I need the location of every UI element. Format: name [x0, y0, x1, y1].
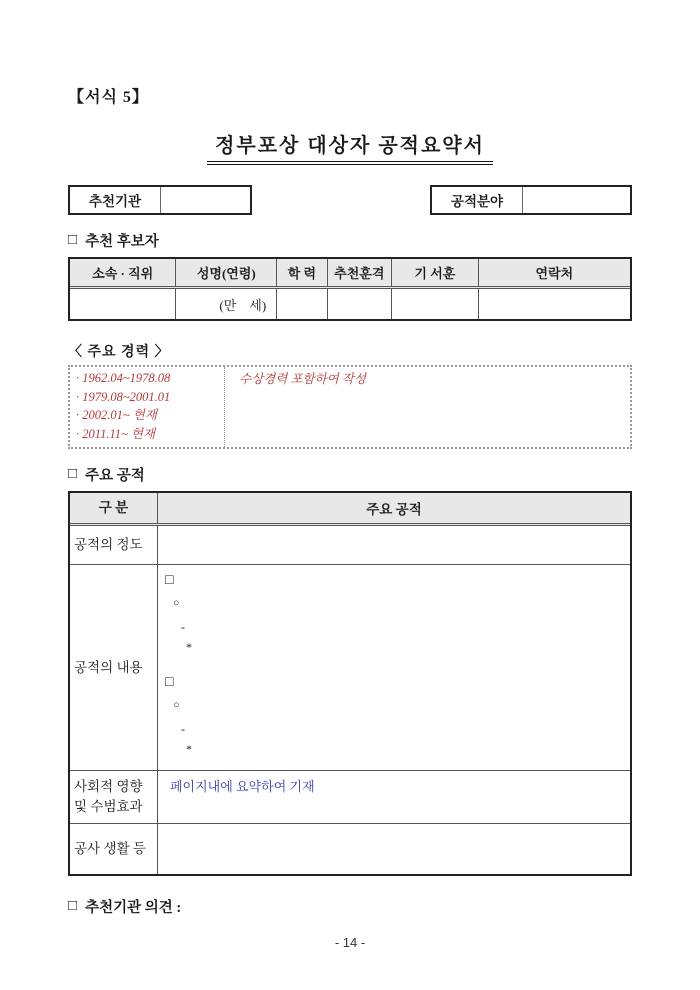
career-entry: · 2011.11~ 현재 [76, 426, 156, 441]
col-affiliation-header: 소속 · 직위 [70, 259, 176, 286]
career-entry: · 1979.08~2001.01 [76, 389, 171, 404]
merit-heading-text: 주요 공적 [85, 468, 145, 484]
circle-bullet-glyph: ○ [173, 598, 180, 609]
opinion-section-heading [68, 896, 632, 917]
career-note-column [225, 367, 630, 447]
col-prior-decoration-header: 기 서훈 [392, 259, 479, 286]
candidate-heading-text: 추천 후보자 [85, 234, 159, 250]
dash-bullet-glyph: - [181, 620, 185, 634]
checkbox-square-glyph: □ [68, 898, 78, 914]
career-entry: · 2002.01~ 현재 [76, 408, 157, 422]
career-box [68, 365, 632, 449]
col-award-grade-header: 추천훈격 [328, 259, 392, 286]
merit-field-value-cell [523, 187, 630, 213]
recommending-org-value-cell [161, 187, 250, 213]
circle-bullet-glyph: ○ [173, 700, 180, 711]
merit-table-header-row [70, 493, 630, 526]
checkbox-square-glyph: □ [68, 232, 78, 248]
merit-degree-row [70, 526, 630, 565]
career-entries-column [70, 367, 225, 447]
content-bullet-scaffold [158, 565, 630, 795]
name-age-cell: (만 세) [176, 289, 277, 319]
candidate-table [68, 257, 632, 321]
star-bullet-glyph: * [186, 640, 192, 654]
form-number-label: 【서식 5】 [68, 89, 149, 106]
summary-column-header: 주요 공적 [366, 502, 422, 517]
category-column-header: 구 분 [70, 493, 158, 523]
merit-field-box [430, 185, 632, 215]
social-row-label [70, 771, 158, 823]
col-contact-header: 연락처 [535, 266, 574, 281]
recommending-org-label: 추천기관 [70, 187, 161, 213]
career-note: 수상경력 포함하여 작성 [239, 372, 367, 386]
award-grade-cell [328, 289, 392, 319]
degree-row-label: 공적의 정도 [70, 526, 158, 564]
social-label-line2: 및 수범효과 [74, 799, 143, 814]
col-education-header: 학 력 [277, 259, 327, 286]
degree-row-content-cell [158, 526, 630, 564]
dash-bullet-glyph: - [181, 722, 185, 736]
candidate-table-data-row [70, 289, 630, 319]
affiliation-cell [70, 289, 176, 319]
merit-social-row [70, 771, 630, 824]
merit-table [68, 491, 632, 876]
recommending-org-box [68, 185, 252, 215]
education-cell [277, 289, 327, 319]
social-label-line1: 사회적 영향 [74, 779, 143, 794]
career-entry: · 1962.04~1978.08 [76, 371, 171, 385]
title-wrap [68, 129, 632, 165]
life-row-label: 공사 생활 등 [70, 824, 158, 874]
checkbox-square-glyph: □ [68, 466, 78, 482]
top-field-row [68, 185, 632, 215]
content-instruction-note: 페이지내에 요약하여 기재 [170, 779, 315, 794]
col-name-header: 성명(연령) [176, 259, 277, 286]
prior-decoration-cell [392, 289, 479, 319]
candidate-section-heading [68, 230, 632, 251]
life-row-content-cell [158, 824, 630, 874]
square-bullet-glyph: □ [165, 675, 174, 690]
social-row-content-cell [158, 771, 630, 823]
content-row-label: 공적의 내용 [70, 565, 158, 770]
contact-cell [479, 289, 630, 319]
page-number: - 14 - [334, 935, 366, 950]
document-title: 정부포상 대상자 공적요약서 [207, 129, 493, 165]
opinion-heading-text: 추천기관 의견 : [85, 900, 182, 916]
merit-field-label: 공적분야 [432, 187, 523, 213]
candidate-table-header-row [70, 259, 630, 289]
content-row-content-cell [158, 565, 630, 794]
star-bullet-glyph: * [186, 742, 192, 756]
square-bullet-glyph: □ [165, 573, 174, 588]
merit-section-heading [68, 464, 632, 485]
merit-life-row [70, 824, 630, 874]
career-section-heading: 〈 주요 경력 〉 [68, 345, 170, 360]
